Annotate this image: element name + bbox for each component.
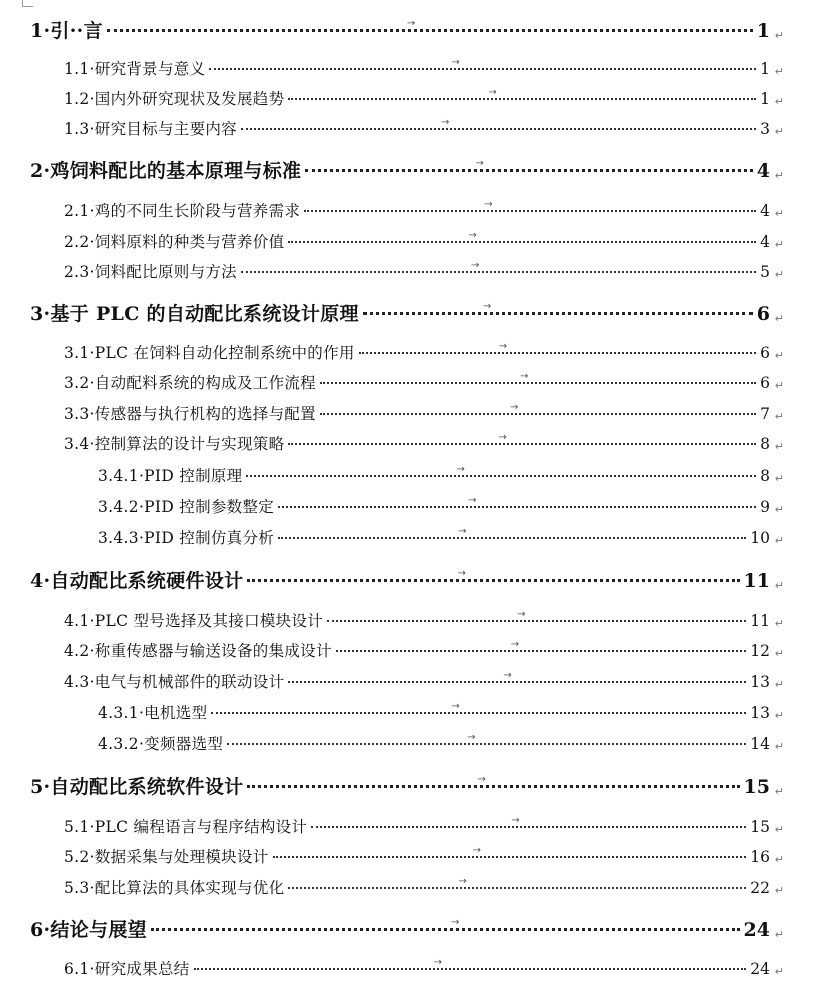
tab-arrow-icon: →: [498, 432, 507, 443]
toc-page-number: 16: [750, 848, 770, 866]
toc-dot-leader: [278, 495, 756, 508]
paragraph-mark-icon: ↵: [774, 853, 784, 866]
toc-entry-level-2[interactable]: [64, 670, 784, 692]
paragraph-mark-icon: ↵: [774, 884, 784, 897]
toc-entry-level-2[interactable]: [64, 876, 784, 898]
toc-dot-leader: [247, 774, 739, 788]
toc-entry-level-1[interactable]: [30, 299, 784, 326]
toc-dot-leader: [305, 158, 752, 172]
paragraph-mark-icon: ↵: [774, 169, 784, 182]
paragraph-mark-icon: ↵: [774, 503, 784, 516]
tab-arrow-icon: →: [503, 670, 512, 681]
toc-dot-leader: [311, 815, 746, 828]
tab-arrow-icon: →: [406, 18, 416, 29]
toc-entry-title: 4·自动配比系统硬件设计: [30, 570, 244, 592]
toc-dot-leader: [211, 701, 746, 714]
toc-entry-level-2[interactable]: [64, 341, 784, 363]
toc-page-number: 6: [760, 374, 770, 392]
toc-entry-level-2[interactable]: [64, 432, 784, 454]
toc-entry-title: 2.3·饲料配比原则与方法: [64, 263, 237, 281]
toc-entry-level-2[interactable]: [64, 87, 784, 109]
paragraph-mark-icon: ↵: [774, 268, 784, 281]
tab-arrow-icon: →: [457, 568, 466, 579]
tab-arrow-icon: →: [440, 117, 450, 128]
tab-arrow-icon: →: [468, 495, 477, 506]
toc-entry-title: 3.4.1·PID 控制原理: [98, 467, 243, 485]
toc-dot-leader: [247, 568, 739, 582]
toc-entry-title: 3.3·传感器与执行机构的选择与配置: [64, 405, 316, 423]
toc-entry-title: 6.1·研究成果总结: [64, 960, 190, 978]
tab-arrow-icon: →: [451, 701, 460, 712]
paragraph-mark-icon: ↵: [774, 410, 784, 423]
toc-dot-leader: [288, 230, 756, 243]
toc-page-number: 13: [750, 673, 770, 691]
toc-page-number: 9: [760, 498, 770, 516]
toc-dot-leader: [288, 87, 756, 100]
toc-entry-level-1[interactable]: [30, 156, 784, 183]
toc-entry-title: 1.3·研究目标与主要内容: [64, 120, 237, 138]
paragraph-mark-icon: ↵: [774, 785, 784, 798]
toc-page-number: 11: [750, 612, 770, 630]
toc-page-number: 24: [743, 919, 770, 941]
toc-entry-title: 6·结论与展望: [30, 919, 147, 941]
tab-arrow-icon: →: [519, 371, 529, 382]
toc-entry-title: 1·引··言: [30, 20, 103, 42]
toc-dot-leader: [363, 301, 753, 315]
toc-entry-level-2[interactable]: [64, 609, 784, 631]
toc-entry-level-2[interactable]: [64, 230, 784, 252]
toc-page-number: 8: [760, 435, 770, 453]
tab-arrow-icon: →: [468, 230, 477, 241]
toc-page-number: 6: [756, 303, 770, 325]
toc-entry-level-2[interactable]: [64, 260, 784, 282]
paragraph-mark-icon: ↵: [774, 312, 784, 325]
paragraph-mark-icon: ↵: [774, 207, 784, 220]
toc-entry-title: 2.1·鸡的不同生长阶段与营养需求: [64, 202, 301, 220]
toc-entry-level-1[interactable]: [30, 566, 784, 593]
toc-dot-leader: [273, 845, 747, 858]
toc-dot-leader: [246, 464, 756, 477]
toc-page-number: 3: [760, 120, 770, 138]
tab-arrow-icon: →: [511, 815, 520, 826]
toc-page-number: 24: [750, 960, 770, 978]
tab-arrow-icon: →: [456, 464, 465, 475]
toc-entry-title: 2·鸡饲料配比的基本原理与标准: [30, 160, 302, 182]
toc-page-number: 4: [756, 160, 770, 182]
toc-page-number: 12: [750, 642, 770, 660]
toc-page-number: 1: [760, 60, 770, 78]
toc-entry-level-1[interactable]: [30, 16, 784, 43]
tab-arrow-icon: →: [482, 301, 492, 312]
toc-entry-title: 5·自动配比系统软件设计: [30, 776, 244, 798]
toc-page-number: 15: [743, 776, 770, 798]
toc-entry-title: 4.3·电气与机械部件的联动设计: [64, 673, 285, 691]
toc-entry-title: 3·基于 PLC 的自动配比系统设计原理: [30, 303, 359, 325]
toc-dot-leader: [320, 402, 756, 415]
toc-entry-level-1[interactable]: [30, 915, 784, 942]
paragraph-mark-icon: ↵: [774, 928, 784, 941]
toc-entry-level-3[interactable]: [98, 526, 784, 548]
toc-entry-title: 2.2·饲料原料的种类与营养价值: [64, 233, 285, 251]
toc-entry-title: 4.3.1·电机选型: [98, 704, 208, 722]
paragraph-mark-icon: ↵: [774, 379, 784, 392]
toc-entry-level-3[interactable]: [98, 495, 784, 517]
toc-dot-leader: [151, 917, 740, 931]
toc-entry-level-3[interactable]: [98, 732, 784, 754]
toc-entry-title: 1.2·国内外研究现状及发展趋势: [64, 90, 285, 108]
toc-dot-leader: [241, 260, 756, 273]
toc-dot-leader: [288, 670, 746, 683]
toc-dot-leader: [320, 371, 756, 384]
tab-arrow-icon: →: [433, 957, 442, 968]
toc-entry-level-2[interactable]: [64, 845, 784, 867]
toc-page-number: 10: [750, 529, 770, 547]
toc-entry-level-2[interactable]: [64, 117, 784, 139]
tab-arrow-icon: →: [509, 402, 519, 413]
paragraph-mark-icon: ↵: [774, 647, 784, 660]
paragraph-mark-icon: ↵: [774, 472, 784, 485]
toc-dot-leader: [107, 18, 753, 32]
toc-page-number: 1: [760, 90, 770, 108]
toc-dot-leader: [209, 57, 756, 70]
paragraph-mark-icon: ↵: [774, 965, 784, 978]
tab-arrow-icon: →: [450, 917, 460, 928]
toc-page-number: 5: [760, 263, 770, 281]
toc-dot-leader: [288, 876, 746, 889]
toc-entry-title: 4.2·称重传感器与输送设备的集成设计: [64, 642, 332, 660]
tab-arrow-icon: →: [467, 732, 476, 743]
toc-entry-level-3[interactable]: [98, 464, 784, 486]
toc-dot-leader: [336, 639, 746, 652]
toc-dot-leader: [327, 609, 746, 622]
toc-entry-level-1[interactable]: [30, 772, 784, 799]
toc-page-number: 8: [760, 467, 770, 485]
paragraph-mark-icon: ↵: [774, 125, 784, 138]
tab-arrow-icon: →: [451, 57, 460, 68]
toc-entry-level-2[interactable]: [64, 57, 784, 79]
margin-corner-mark: [22, 0, 33, 7]
paragraph-mark-icon: ↵: [774, 709, 784, 722]
tab-arrow-icon: →: [475, 158, 484, 169]
tab-arrow-icon: →: [470, 260, 480, 271]
toc-entry-level-2[interactable]: [64, 371, 784, 393]
toc-entry-title: 4.3.2·变频器选型: [98, 735, 224, 753]
paragraph-mark-icon: ↵: [774, 29, 784, 42]
tab-arrow-icon: →: [510, 639, 520, 650]
paragraph-mark-icon: ↵: [774, 95, 784, 108]
tab-arrow-icon: →: [484, 199, 493, 210]
toc-dot-leader: [194, 957, 747, 970]
tab-arrow-icon: →: [498, 341, 508, 352]
tab-arrow-icon: →: [488, 87, 497, 98]
paragraph-mark-icon: ↵: [774, 534, 784, 547]
paragraph-mark-icon: ↵: [774, 440, 784, 453]
toc-entry-level-2[interactable]: [64, 199, 784, 221]
tab-arrow-icon: →: [477, 774, 486, 785]
toc-dot-leader: [241, 117, 756, 130]
toc-dot-leader: [288, 432, 756, 445]
toc-entry-title: 3.1·PLC 在饲料自动化控制系统中的作用: [64, 344, 355, 362]
paragraph-mark-icon: ↵: [774, 823, 784, 836]
toc-dot-leader: [227, 732, 746, 745]
toc-entry-title: 3.2·自动配料系统的构成及工作流程: [64, 374, 316, 392]
paragraph-mark-icon: ↵: [774, 349, 784, 362]
toc-dot-leader: [278, 526, 746, 539]
toc-entry-level-2[interactable]: [64, 957, 784, 979]
toc-entry-level-2[interactable]: [64, 402, 784, 424]
toc-page-number: 13: [750, 704, 770, 722]
toc-entry-title: 3.4.2·PID 控制参数整定: [98, 498, 275, 516]
toc-page-number: 7: [760, 405, 770, 423]
toc-page-number: 1: [756, 20, 770, 42]
toc-entry-title: 5.1·PLC 编程语言与程序结构设计: [64, 818, 308, 836]
tab-arrow-icon: →: [458, 876, 467, 887]
toc-page-number: 22: [750, 879, 770, 897]
toc-entry-title: 1.1·研究背景与意义: [64, 60, 206, 78]
toc-entry-title: 5.2·数据采集与处理模块设计: [64, 848, 269, 866]
tab-arrow-icon: →: [472, 845, 481, 856]
paragraph-mark-icon: ↵: [774, 238, 784, 251]
toc-entry-level-2[interactable]: [64, 639, 784, 661]
toc-page-number: 4: [760, 202, 770, 220]
toc-page-number: 4: [760, 233, 770, 251]
paragraph-mark-icon: ↵: [774, 678, 784, 691]
toc-dot-leader: [304, 199, 756, 212]
toc-entry-title: 3.4.3·PID 控制仿真分析: [98, 529, 275, 547]
toc-page-number: 15: [750, 818, 770, 836]
toc-entry-title: 4.1·PLC 型号选择及其接口模块设计: [64, 612, 324, 630]
tab-arrow-icon: →: [458, 526, 467, 537]
toc-entry-level-2[interactable]: [64, 815, 784, 837]
paragraph-mark-icon: ↵: [774, 617, 784, 630]
toc-dot-leader: [359, 341, 756, 354]
paragraph-mark-icon: ↵: [774, 65, 784, 78]
toc-entry-level-3[interactable]: [98, 701, 784, 723]
tab-arrow-icon: →: [517, 609, 526, 620]
toc-page-number: 14: [750, 735, 770, 753]
paragraph-mark-icon: ↵: [774, 579, 784, 592]
toc-entry-title: 3.4·控制算法的设计与实现策略: [64, 435, 285, 453]
paragraph-mark-icon: ↵: [774, 740, 784, 753]
toc-page-number: 6: [760, 344, 770, 362]
toc-entry-title: 5.3·配比算法的具体实现与优化: [64, 879, 285, 897]
toc-page-number: 11: [743, 570, 770, 592]
